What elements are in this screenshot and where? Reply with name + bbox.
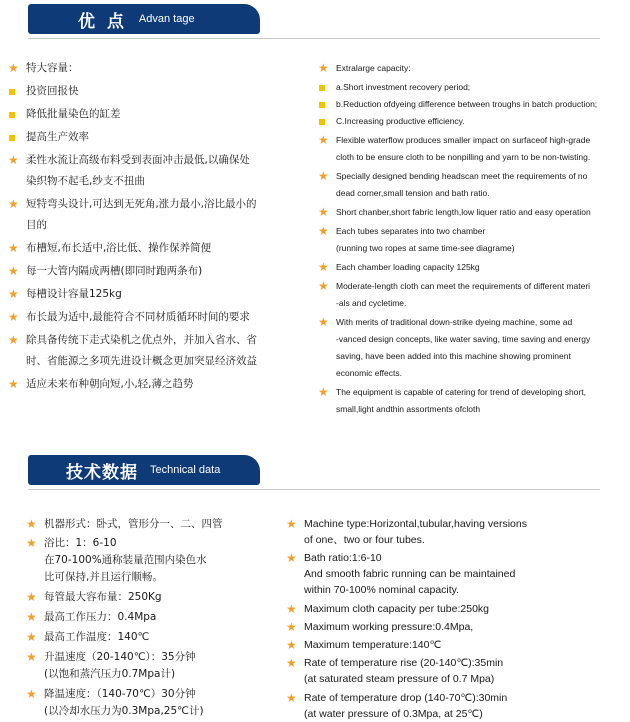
list-item (282, 637, 622, 653)
star-bullet-icon: ★ (8, 287, 19, 301)
list-item (4, 104, 304, 125)
list-item (314, 259, 626, 276)
star-bullet-icon: ★ (286, 551, 297, 565)
list-item (4, 238, 304, 259)
star-bullet-icon: ★ (286, 691, 297, 705)
item-text: economic effects. (336, 368, 402, 378)
item-text: of one、two or four tubes. (304, 534, 425, 546)
item-text: 比可保持,并且运行顺畅。 (44, 571, 163, 583)
advantage-list-en (314, 60, 626, 418)
square-bullet-icon (319, 119, 325, 125)
item-text: With merits of traditional down-strike dyeing machine, some ad (336, 317, 573, 327)
star-bullet-icon: ★ (26, 610, 37, 624)
advantage-divider (28, 38, 600, 39)
advantage-title-en: Advan tage (138, 13, 195, 25)
star-bullet-icon: ★ (26, 630, 37, 644)
item-text: 每管最大容布量：250Kg (44, 591, 162, 603)
item-text: Maximum cloth capacity per tube:250kg (304, 603, 490, 615)
star-bullet-icon: ★ (8, 333, 19, 347)
item-text: -als and cycletime. (336, 298, 407, 308)
item-text: 最高工作压力：0.4Mpa (44, 611, 157, 623)
list-item (22, 686, 292, 720)
list-item (4, 284, 304, 305)
item-text: -vanced design concepts, like water saving, time saving and energy (336, 334, 591, 344)
list-item (22, 589, 292, 606)
star-bullet-icon: ★ (318, 61, 329, 75)
star-bullet-icon: ★ (286, 656, 297, 670)
item-text: 布槽短,布长适中,浴比低、操作保养简便 (26, 242, 212, 254)
item-text: C.Increasing productive efficiency. (336, 116, 465, 126)
item-text: saving, have been added into this machine showing prominent (336, 351, 571, 361)
list-item (4, 81, 304, 102)
star-bullet-icon: ★ (8, 264, 19, 278)
item-text: Maximum temperature:140℃ (304, 639, 442, 651)
technical-divider (28, 489, 600, 490)
list-item (314, 60, 626, 77)
item-text: 在70-100%通称装量范围内染色水 (44, 554, 207, 566)
square-bullet-icon (9, 112, 15, 118)
item-text: (at saturated steam pressure of 0.7 Mpa) (304, 673, 495, 685)
star-bullet-icon: ★ (26, 687, 37, 701)
star-bullet-icon: ★ (318, 133, 329, 147)
list-item (22, 609, 292, 626)
star-bullet-icon: ★ (26, 650, 37, 664)
star-bullet-icon: ★ (318, 315, 329, 329)
list-item (314, 79, 626, 96)
star-bullet-icon: ★ (318, 205, 329, 219)
item-text: 浴比：1：6-10 (44, 537, 117, 549)
square-bullet-icon (319, 102, 325, 108)
technical-banner (28, 455, 260, 485)
item-text: 特大容量： (26, 62, 79, 74)
item-text: 机器形式：卧式，管形分一、二、四管 (44, 518, 223, 530)
list-item (4, 261, 304, 282)
item-text: cloth to be ensure cloth to be nonpilling and yarn to be non-twisting. (336, 152, 591, 162)
item-text: b.Reduction ofdyeing difference between troughs in batch production; (336, 99, 598, 109)
list-item (282, 690, 622, 722)
item-text: 最高工作温度：140℃ (44, 631, 150, 643)
list-item (282, 619, 622, 635)
list-item (314, 384, 626, 418)
technical-list-zh (22, 516, 292, 720)
list-item (4, 194, 304, 236)
technical-title-en: Technical data (150, 464, 221, 476)
star-bullet-icon: ★ (286, 638, 297, 652)
star-bullet-icon: ★ (318, 224, 329, 238)
star-bullet-icon: ★ (8, 61, 19, 75)
star-bullet-icon: ★ (286, 602, 297, 616)
star-bullet-icon: ★ (286, 517, 297, 531)
item-text: Rate of temperature drop (140-70℃):30min (304, 692, 508, 704)
star-bullet-icon: ★ (26, 590, 37, 604)
list-item (314, 132, 626, 166)
star-bullet-icon: ★ (8, 241, 19, 255)
list-item (314, 204, 626, 221)
item-text: Specially designed bending headscan meet the requirements of no (336, 171, 588, 181)
item-text: 降温速度：（140-70℃）30分钟 (44, 688, 196, 700)
list-item (4, 330, 304, 372)
list-item (22, 535, 292, 586)
star-bullet-icon: ★ (318, 260, 329, 274)
list-item (22, 629, 292, 646)
item-text: 布长最为适中,最能符合不同材质循环时间的要求 (26, 311, 250, 323)
item-text: Machine type:Horizontal,tubular,having versions (304, 518, 527, 530)
list-item (314, 278, 626, 312)
item-text: (at water pressure of 0.3Mpa, at 25℃) (304, 708, 483, 720)
item-text: a.Short investment recovery period; (336, 82, 471, 92)
technical-title-zh: 技术数据 (66, 462, 138, 483)
star-bullet-icon: ★ (8, 197, 19, 211)
advantage-list-zh (4, 58, 304, 395)
star-bullet-icon: ★ (318, 279, 329, 293)
item-text: 升温速度（20-140℃）：35分钟 (44, 651, 196, 663)
star-bullet-icon: ★ (318, 169, 329, 183)
list-item (4, 58, 304, 79)
item-text: Extralarge capacity: (336, 63, 411, 73)
item-text: within 70-100% nominal capacity. (304, 584, 460, 596)
technical-list-en (282, 516, 622, 722)
item-text: (以饱和蒸汽压力0.7Mpa计) (44, 668, 176, 680)
item-text: 目的 (26, 219, 47, 231)
item-text: 短特弯头设计,可达到无死角,涨力最小,浴比最小的 (26, 198, 257, 210)
item-text: small,light andthin assortments ofcloth (336, 404, 481, 414)
list-item (314, 168, 626, 202)
list-item (282, 516, 622, 548)
item-text: Bath ratio:1:6-10 (304, 552, 382, 564)
item-text: dead corner,small tension and bath ratio. (336, 188, 490, 198)
item-text: 时、省能源之多项先进设计概念更加突显经济效益 (26, 355, 257, 367)
item-text: Moderate-length cloth can meet the requirements of different materi (336, 281, 591, 291)
list-item (282, 550, 622, 598)
list-item (4, 307, 304, 328)
item-text: 降低批量染色的缸差 (26, 108, 121, 120)
star-bullet-icon: ★ (8, 153, 19, 167)
list-item (4, 150, 304, 192)
star-bullet-icon: ★ (8, 310, 19, 324)
item-text: Rate of temperature rise (20-140℃):35min (304, 657, 504, 669)
item-text: 染织物不起毛,纱支不扭曲 (26, 175, 145, 187)
item-text: Short chanber,short fabric length,low liquer ratio and easy operation (336, 207, 591, 217)
item-text: (以冷却水压力为0.3Mpa,25℃计) (44, 705, 204, 717)
list-item (314, 314, 626, 382)
square-bullet-icon (9, 89, 15, 95)
star-bullet-icon: ★ (318, 385, 329, 399)
item-text: The equipment is capable of catering for trend of developing short, (336, 387, 586, 397)
list-item (314, 223, 626, 257)
list-item (4, 127, 304, 148)
list-item (282, 655, 622, 687)
advantage-banner (28, 4, 260, 34)
item-text: Maximum working pressure:0.4Mpa, (304, 621, 474, 633)
list-item (22, 649, 292, 683)
item-text: (running two ropes at same time-see diagrame) (336, 243, 515, 253)
item-text: And smooth fabric running can be maintained (304, 568, 516, 580)
item-text: 每一大管内隔成两槽(即同时跑两条布) (26, 265, 203, 277)
list-item (4, 374, 304, 395)
item-text: 除具备传统下走式染机之优点外，并加入省水、省 (26, 334, 257, 346)
item-text: 柔性水流让高级布料受到表面冲击最低,以确保处 (26, 154, 250, 166)
star-bullet-icon: ★ (26, 536, 37, 550)
item-text: 每槽设计容量125kg (26, 288, 122, 300)
item-text: 投资回报快 (26, 85, 79, 97)
list-item (314, 96, 626, 113)
star-bullet-icon: ★ (286, 620, 297, 634)
item-text: Flexible waterflow produces smaller impact on surfaceof high-grade (336, 135, 591, 145)
item-text: 提高生产效率 (26, 131, 89, 143)
list-item (22, 516, 292, 533)
list-item (282, 601, 622, 617)
square-bullet-icon (319, 85, 325, 91)
advantage-title-zh: 优 点 (78, 11, 127, 32)
list-item (314, 113, 626, 130)
item-text: Each tubes separates into two chamber (336, 226, 486, 236)
star-bullet-icon: ★ (26, 517, 37, 531)
item-text: Each chamber loading capacity 125kg (336, 262, 480, 272)
square-bullet-icon (9, 135, 15, 141)
star-bullet-icon: ★ (8, 377, 19, 391)
item-text: 适应未来布种朝向短,小,轻,薄之趋势 (26, 378, 194, 390)
